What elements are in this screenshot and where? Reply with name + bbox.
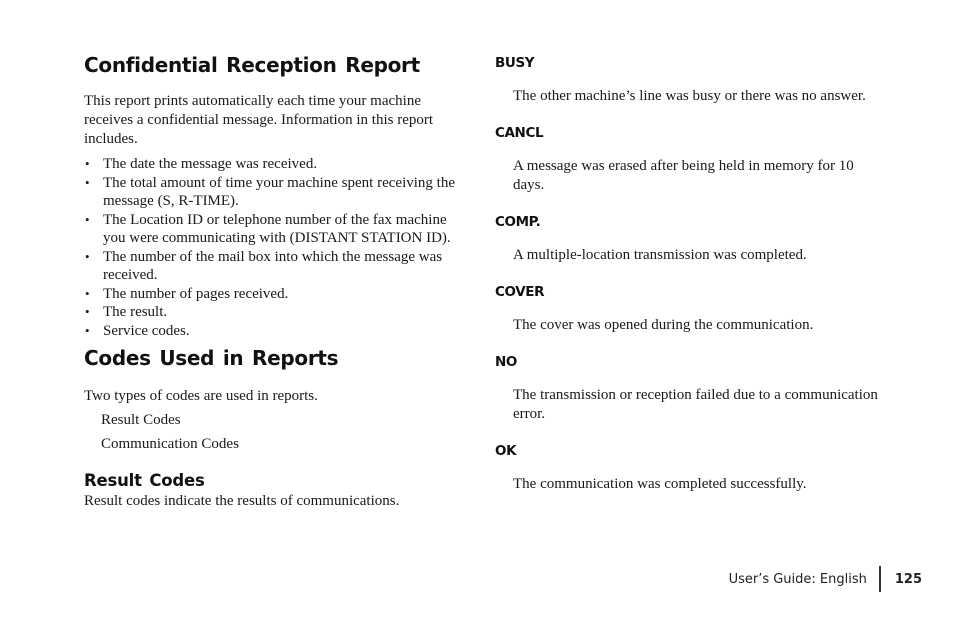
code-description: The communication was completed successfully. (513, 476, 807, 492)
page-footer (729, 566, 922, 592)
guide-label: User’s Guide: English (728, 571, 867, 587)
result-codes-heading: Result Codes (84, 471, 205, 490)
list-item: Result Codes (101, 412, 181, 428)
list-item: • Service codes. (84, 322, 468, 341)
code-term: BUSY (495, 55, 535, 71)
code-entry (495, 282, 895, 335)
result-codes-intro: Result codes indicate the results of communications. (84, 493, 400, 509)
list-item: Communication Codes (101, 435, 239, 452)
list-item: • The number of the mail box into which the message was received. (84, 248, 468, 285)
code-entry (495, 212, 895, 265)
code-entry (495, 441, 895, 494)
code-description: The other machine’s line was busy or there was no answer. (513, 88, 866, 104)
code-term: COVER (495, 284, 545, 300)
page-number: 125 (894, 571, 922, 587)
code-description: The transmission or reception failed due to a communication error. (513, 387, 878, 422)
left-column (84, 50, 468, 511)
code-entry (495, 53, 895, 106)
code-description: The cover was opened during the communication. (513, 317, 814, 333)
code-description: A message was erased after being held in memory for 10 days. (513, 158, 854, 193)
code-entry (495, 352, 895, 424)
footer-divider (879, 566, 881, 592)
code-term: CANCL (495, 125, 544, 141)
code-term: COMP. (495, 214, 541, 230)
list-item: • The date the message was received. (84, 155, 468, 174)
list-item: • The number of pages received. (84, 285, 468, 304)
code-types-list (101, 409, 468, 456)
codes-used-heading: Codes Used in Reports (84, 346, 339, 370)
list-item: • The result. (84, 303, 468, 322)
code-description: A multiple-location transmission was completed. (513, 247, 807, 263)
confidential-report-heading: Confidential Reception Report (84, 53, 420, 77)
codes-intro: Two types of codes are used in reports. (84, 388, 318, 404)
code-term: OK (495, 443, 517, 459)
list-item: • The total amount of time your machine spent receiving the message (S, R-TIME). (84, 174, 468, 211)
report-contents-list (84, 155, 468, 340)
right-column (495, 53, 895, 511)
code-entry (495, 123, 895, 195)
code-term: NO (495, 354, 517, 370)
list-item: • The Location ID or telephone number of the fax machine you were communicating with (DISTANT STATION ID). (84, 211, 468, 248)
confidential-report-intro: This report prints automatically each time your machine receives a confidential message. Information in this report includes. (84, 93, 434, 147)
